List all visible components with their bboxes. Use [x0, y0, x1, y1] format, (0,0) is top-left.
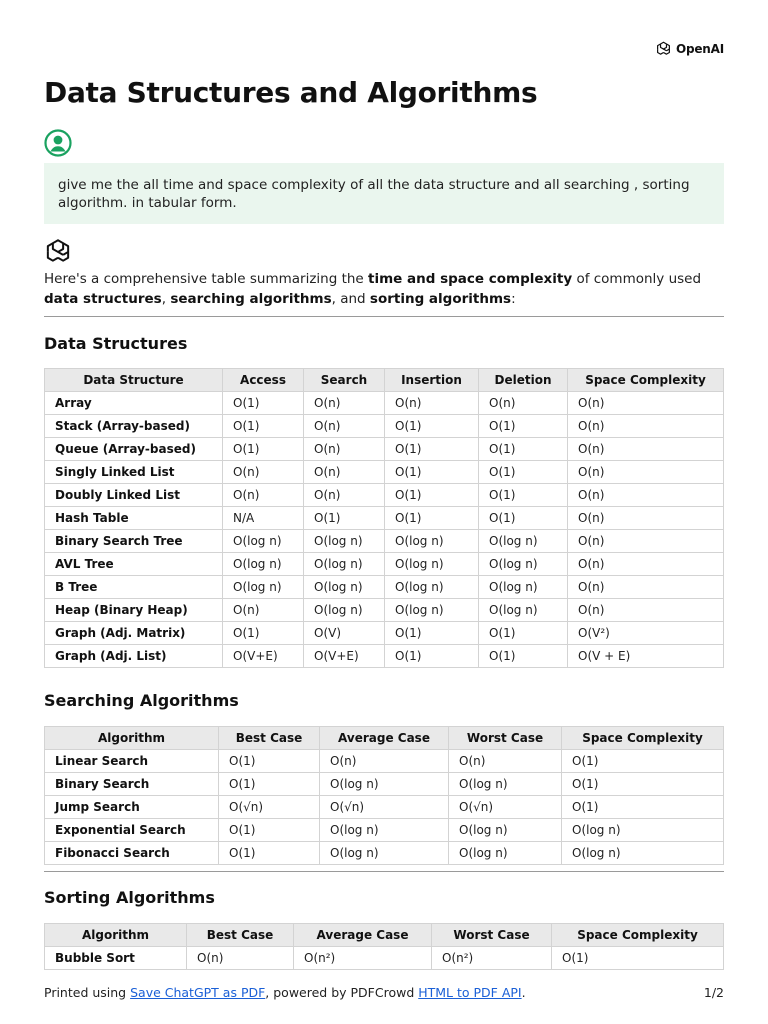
- table-row: [45, 750, 724, 773]
- col-header: Worst Case: [432, 924, 552, 947]
- complexity-cell: O(V): [304, 622, 385, 645]
- complexity-cell: O(V+E): [223, 645, 304, 668]
- row-name-cell: Linear Search: [45, 750, 219, 773]
- table-row: [45, 484, 724, 507]
- col-header: Insertion: [385, 369, 479, 392]
- complexity-cell: O(1): [223, 392, 304, 415]
- complexity-cell: O(V²): [568, 622, 724, 645]
- table-row: [45, 553, 724, 576]
- complexity-cell: O(log n): [320, 842, 449, 865]
- complexity-cell: O(n): [223, 599, 304, 622]
- complexity-cell: O(log n): [223, 530, 304, 553]
- chatgpt-avatar-icon: [44, 237, 72, 265]
- row-name-cell: Queue (Array-based): [45, 438, 223, 461]
- complexity-cell: O(log n): [385, 599, 479, 622]
- complexity-cell: O(1): [479, 415, 568, 438]
- col-header: Space Complexity: [562, 727, 724, 750]
- complexity-cell: O(log n): [320, 819, 449, 842]
- complexity-cell: O(1): [223, 415, 304, 438]
- user-avatar-icon: [44, 129, 72, 157]
- complexity-cell: N/A: [223, 507, 304, 530]
- table-row: [45, 645, 724, 668]
- complexity-cell: O(√n): [449, 796, 562, 819]
- complexity-cell: O(1): [219, 842, 320, 865]
- table-row: [45, 438, 724, 461]
- complexity-cell: O(1): [479, 507, 568, 530]
- complexity-cell: O(log n): [449, 842, 562, 865]
- complexity-cell: O(1): [479, 461, 568, 484]
- divider: [44, 316, 724, 317]
- complexity-cell: O(log n): [223, 576, 304, 599]
- row-name-cell: Array: [45, 392, 223, 415]
- section-title-data-structures: Data Structures: [44, 334, 188, 353]
- col-header: Deletion: [479, 369, 568, 392]
- complexity-cell: O(log n): [304, 576, 385, 599]
- complexity-cell: O(n): [304, 392, 385, 415]
- row-name-cell: Singly Linked List: [45, 461, 223, 484]
- complexity-cell: O(n²): [432, 947, 552, 970]
- table-header-row: [45, 924, 724, 947]
- complexity-cell: O(log n): [304, 599, 385, 622]
- table-row: [45, 530, 724, 553]
- row-name-cell: Graph (Adj. List): [45, 645, 223, 668]
- sorting-table: [44, 923, 724, 970]
- data-structures-table: [44, 368, 724, 668]
- col-header: Worst Case: [449, 727, 562, 750]
- complexity-cell: O(1): [304, 507, 385, 530]
- complexity-cell: O(n): [304, 438, 385, 461]
- complexity-cell: O(1): [385, 507, 479, 530]
- row-name-cell: Heap (Binary Heap): [45, 599, 223, 622]
- row-name-cell: Bubble Sort: [45, 947, 187, 970]
- table-row: [45, 796, 724, 819]
- complexity-cell: O(√n): [219, 796, 320, 819]
- complexity-cell: O(log n): [562, 819, 724, 842]
- user-message: give me the all time and space complexity of all the data structure and all searching , sorting algorithm. in tabular form.: [44, 163, 724, 224]
- complexity-cell: O(1): [219, 750, 320, 773]
- col-header: Best Case: [219, 727, 320, 750]
- complexity-cell: O(n): [568, 530, 724, 553]
- complexity-cell: O(n²): [294, 947, 432, 970]
- complexity-cell: O(log n): [479, 553, 568, 576]
- row-name-cell: Stack (Array-based): [45, 415, 223, 438]
- col-header: Best Case: [187, 924, 294, 947]
- col-header: Space Complexity: [552, 924, 724, 947]
- col-header: Data Structure: [45, 369, 223, 392]
- complexity-cell: O(n): [187, 947, 294, 970]
- table-row: [45, 622, 724, 645]
- table-row: [45, 599, 724, 622]
- complexity-cell: O(1): [552, 947, 724, 970]
- complexity-cell: O(1): [479, 622, 568, 645]
- complexity-cell: O(1): [219, 819, 320, 842]
- complexity-cell: O(V+E): [304, 645, 385, 668]
- col-header: Algorithm: [45, 727, 219, 750]
- complexity-cell: O(n): [304, 484, 385, 507]
- table-row: [45, 461, 724, 484]
- row-name-cell: Jump Search: [45, 796, 219, 819]
- complexity-cell: O(1): [385, 645, 479, 668]
- complexity-cell: O(n): [223, 484, 304, 507]
- table-row: [45, 576, 724, 599]
- complexity-cell: O(1): [562, 773, 724, 796]
- complexity-cell: O(V + E): [568, 645, 724, 668]
- complexity-cell: O(n): [568, 507, 724, 530]
- complexity-cell: O(n): [568, 576, 724, 599]
- complexity-cell: O(1): [479, 645, 568, 668]
- complexity-cell: O(1): [385, 438, 479, 461]
- complexity-cell: O(n): [304, 461, 385, 484]
- openai-brand: [655, 40, 724, 57]
- complexity-cell: O(log n): [562, 842, 724, 865]
- complexity-cell: O(1): [479, 484, 568, 507]
- complexity-cell: O(log n): [479, 530, 568, 553]
- save-chatgpt-pdf-link[interactable]: Save ChatGPT as PDF: [130, 985, 266, 1000]
- page-number: 1/2: [703, 985, 724, 1000]
- searching-table: [44, 726, 724, 865]
- row-name-cell: Graph (Adj. Matrix): [45, 622, 223, 645]
- table-header-row: [45, 369, 724, 392]
- footer-credits: Printed using Save ChatGPT as PDF, powered by PDFCrowd HTML to PDF API.: [44, 985, 526, 1000]
- col-header: Algorithm: [45, 924, 187, 947]
- complexity-cell: O(log n): [223, 553, 304, 576]
- complexity-cell: O(n): [568, 438, 724, 461]
- complexity-cell: O(n): [568, 599, 724, 622]
- row-name-cell: AVL Tree: [45, 553, 223, 576]
- complexity-cell: O(log n): [304, 530, 385, 553]
- table-row: [45, 773, 724, 796]
- complexity-cell: O(log n): [449, 773, 562, 796]
- brand-name: OpenAI: [675, 41, 724, 56]
- complexity-cell: O(log n): [479, 599, 568, 622]
- complexity-cell: O(log n): [449, 819, 562, 842]
- table-row: [45, 819, 724, 842]
- complexity-cell: O(1): [223, 438, 304, 461]
- complexity-cell: O(log n): [385, 553, 479, 576]
- row-name-cell: Exponential Search: [45, 819, 219, 842]
- complexity-cell: O(log n): [385, 530, 479, 553]
- complexity-cell: O(1): [385, 461, 479, 484]
- html-to-pdf-api-link[interactable]: HTML to PDF API: [418, 985, 522, 1000]
- complexity-cell: O(1): [562, 750, 724, 773]
- table-row: [45, 507, 724, 530]
- complexity-cell: O(log n): [385, 576, 479, 599]
- assistant-intro: Here's a comprehensive table summarizing the time and space complexity of commonly used data structures, searching algorithms, and sorting algorithms:: [44, 271, 702, 307]
- table-row: [45, 947, 724, 970]
- col-header: Search: [304, 369, 385, 392]
- section-title-searching: Searching Algorithms: [44, 691, 239, 710]
- col-header: Access: [223, 369, 304, 392]
- table-row: [45, 415, 724, 438]
- table-row: [45, 842, 724, 865]
- complexity-cell: O(1): [385, 622, 479, 645]
- complexity-cell: O(n): [568, 392, 724, 415]
- col-header: Average Case: [320, 727, 449, 750]
- complexity-cell: O(1): [223, 622, 304, 645]
- openai-logo-icon: [655, 40, 672, 57]
- complexity-cell: O(1): [385, 415, 479, 438]
- complexity-cell: O(√n): [320, 796, 449, 819]
- row-name-cell: Hash Table: [45, 507, 223, 530]
- col-header: Average Case: [294, 924, 432, 947]
- complexity-cell: O(n): [568, 484, 724, 507]
- complexity-cell: O(n): [568, 415, 724, 438]
- complexity-cell: O(1): [219, 773, 320, 796]
- divider: [44, 871, 724, 872]
- table-header-row: [45, 727, 724, 750]
- complexity-cell: O(n): [568, 461, 724, 484]
- complexity-cell: O(1): [479, 438, 568, 461]
- complexity-cell: O(n): [320, 750, 449, 773]
- table-row: [45, 392, 724, 415]
- complexity-cell: O(log n): [320, 773, 449, 796]
- complexity-cell: O(n): [568, 553, 724, 576]
- complexity-cell: O(n): [385, 392, 479, 415]
- page-title: Data Structures and Algorithms: [44, 76, 538, 109]
- section-title-sorting: Sorting Algorithms: [44, 888, 215, 907]
- row-name-cell: Binary Search Tree: [45, 530, 223, 553]
- col-header: Space Complexity: [568, 369, 724, 392]
- complexity-cell: O(n): [304, 415, 385, 438]
- footer: [44, 985, 724, 1000]
- row-name-cell: Binary Search: [45, 773, 219, 796]
- complexity-cell: O(n): [223, 461, 304, 484]
- row-name-cell: Fibonacci Search: [45, 842, 219, 865]
- complexity-cell: O(1): [385, 484, 479, 507]
- complexity-cell: O(log n): [479, 576, 568, 599]
- complexity-cell: O(n): [449, 750, 562, 773]
- row-name-cell: Doubly Linked List: [45, 484, 223, 507]
- row-name-cell: B Tree: [45, 576, 223, 599]
- complexity-cell: O(1): [562, 796, 724, 819]
- complexity-cell: O(n): [479, 392, 568, 415]
- complexity-cell: O(log n): [304, 553, 385, 576]
